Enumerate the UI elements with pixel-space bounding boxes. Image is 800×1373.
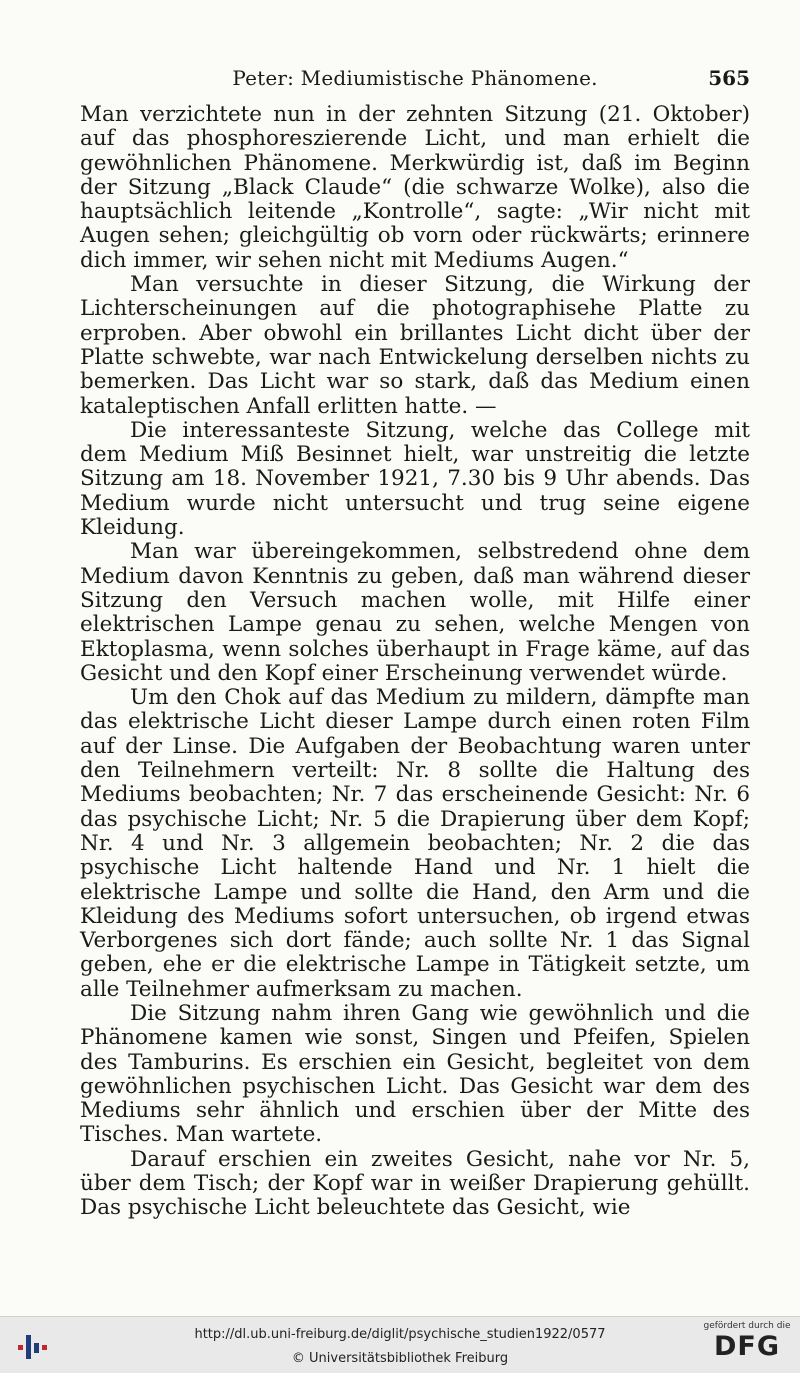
running-head: Peter: Mediumistische Phänomene. <box>232 66 598 90</box>
copyright-notice: © Universitätsbibliothek Freiburg <box>291 1351 509 1366</box>
page-header <box>80 66 750 94</box>
paragraph: Die Sitzung nahm ihren Gang wie gewöhnlich und die Phänomene kamen wie sonst, Singen und Pfeifen, Spielen des Tamburins. Es erschien ein Gesicht, begleitet von dem gewöhnlichen psychischen Licht. Das Gesicht war dem des Mediums sehr ähnlich und erschien über der Mitte des Tisches. Man wartete. <box>80 1000 750 1148</box>
dfg-logo <box>702 1321 792 1369</box>
paragraph: Die interessanteste Sitzung, welche das College mit dem Medium Miß Besinnet hielt, war unstreitig die letzte Sitzung am 18. November 1921, 7.30 bis 9 Uhr abends. Das Medium wurde nicht untersucht und trug seine eigene Kleidung. <box>80 417 750 541</box>
paragraph: Darauf erschien ein zweites Gesicht, nahe vor Nr. 5, über dem Tisch; der Kopf war in weißer Drapierung gehüllt. Das psychische Licht beleuchtete das Gesicht, wie <box>80 1146 750 1221</box>
dfg-caption: gefördert durch die <box>703 1321 791 1331</box>
paragraph: Man verzichtete nun in der zehnten Sitzung (21. Oktober) auf das phosphoreszierende Licht, und man erhielt die gewöhnlichen Phänomene. Merkwürdig ist, daß im Beginn der Sitzung „Black Claude“ (die schwarze Wolke), also die hauptsächlich leitende „Kontrolle“, sagte: „Wir nicht mit Augen sehen; gleichgültig ob vorn oder rückwärts; erinnere dich immer, wir sehen nicht mit Mediums Augen.“ <box>80 102 750 273</box>
body-text <box>80 103 750 1221</box>
viewer-footer <box>0 1316 800 1373</box>
paragraph: Man versuchte in dieser Sitzung, die Wirkung der Lichterscheinungen auf die photographisehe Platte zu erproben. Aber obwohl ein brillantes Licht dicht über der Platte schwebte, war nach Entwickelung derselben nichts zu bemerken. Das Licht war so stark, daß das Medium einen kataleptischen Anfall erlitten hatte. — <box>80 272 750 419</box>
page-number: 565 <box>708 66 750 90</box>
paragraph: Man war übereingekommen, selbstredend ohne dem Medium davon Kenntnis zu geben, daß man während dieser Sitzung den Versuch machen wolle, mit Hilfe einer elektrischen Lampe genau zu sehen, welche Mengen von Ektoplasma, wenn solches überhaupt in Frage käme, auf das Gesicht und den Kopf einer Erscheinung verwendet würde. <box>80 539 750 686</box>
paragraph: Um den Chok auf das Medium zu mildern, dämpfte man das elektrische Licht dieser Lampe durch einen roten Film auf der Linse. Die Aufgaben der Beobachtung waren unter den Teilnehmern verteilt: Nr. 8 sollte die Haltung des Mediums beobachten; Nr. 7 das erscheinende Gesicht: Nr. 6 das psychische Licht; Nr. 5 die Drapierung über dem Kopf; Nr. 4 und Nr. 3 allgemein beobachten; Nr. 2 die das psychische Licht haltende Hand und Nr. 1 hielt die elektrische Lampe und sollte die Hand, den Arm und die Kleidung des Mediums sofort untersuchen, ob irgend etwas Verborgenes sich dort fände; auch sollte Nr. 1 das Signal geben, ehe er die elektrische Lampe in Tätigkeit setzte, um alle Teilnehmer aufmerksam zu machen. <box>80 685 750 1002</box>
permalink[interactable]: http://dl.ub.uni-freiburg.de/diglit/psychische_studien1922/0577 <box>194 1327 606 1342</box>
dfg-logo-text: DFG <box>713 1331 781 1362</box>
